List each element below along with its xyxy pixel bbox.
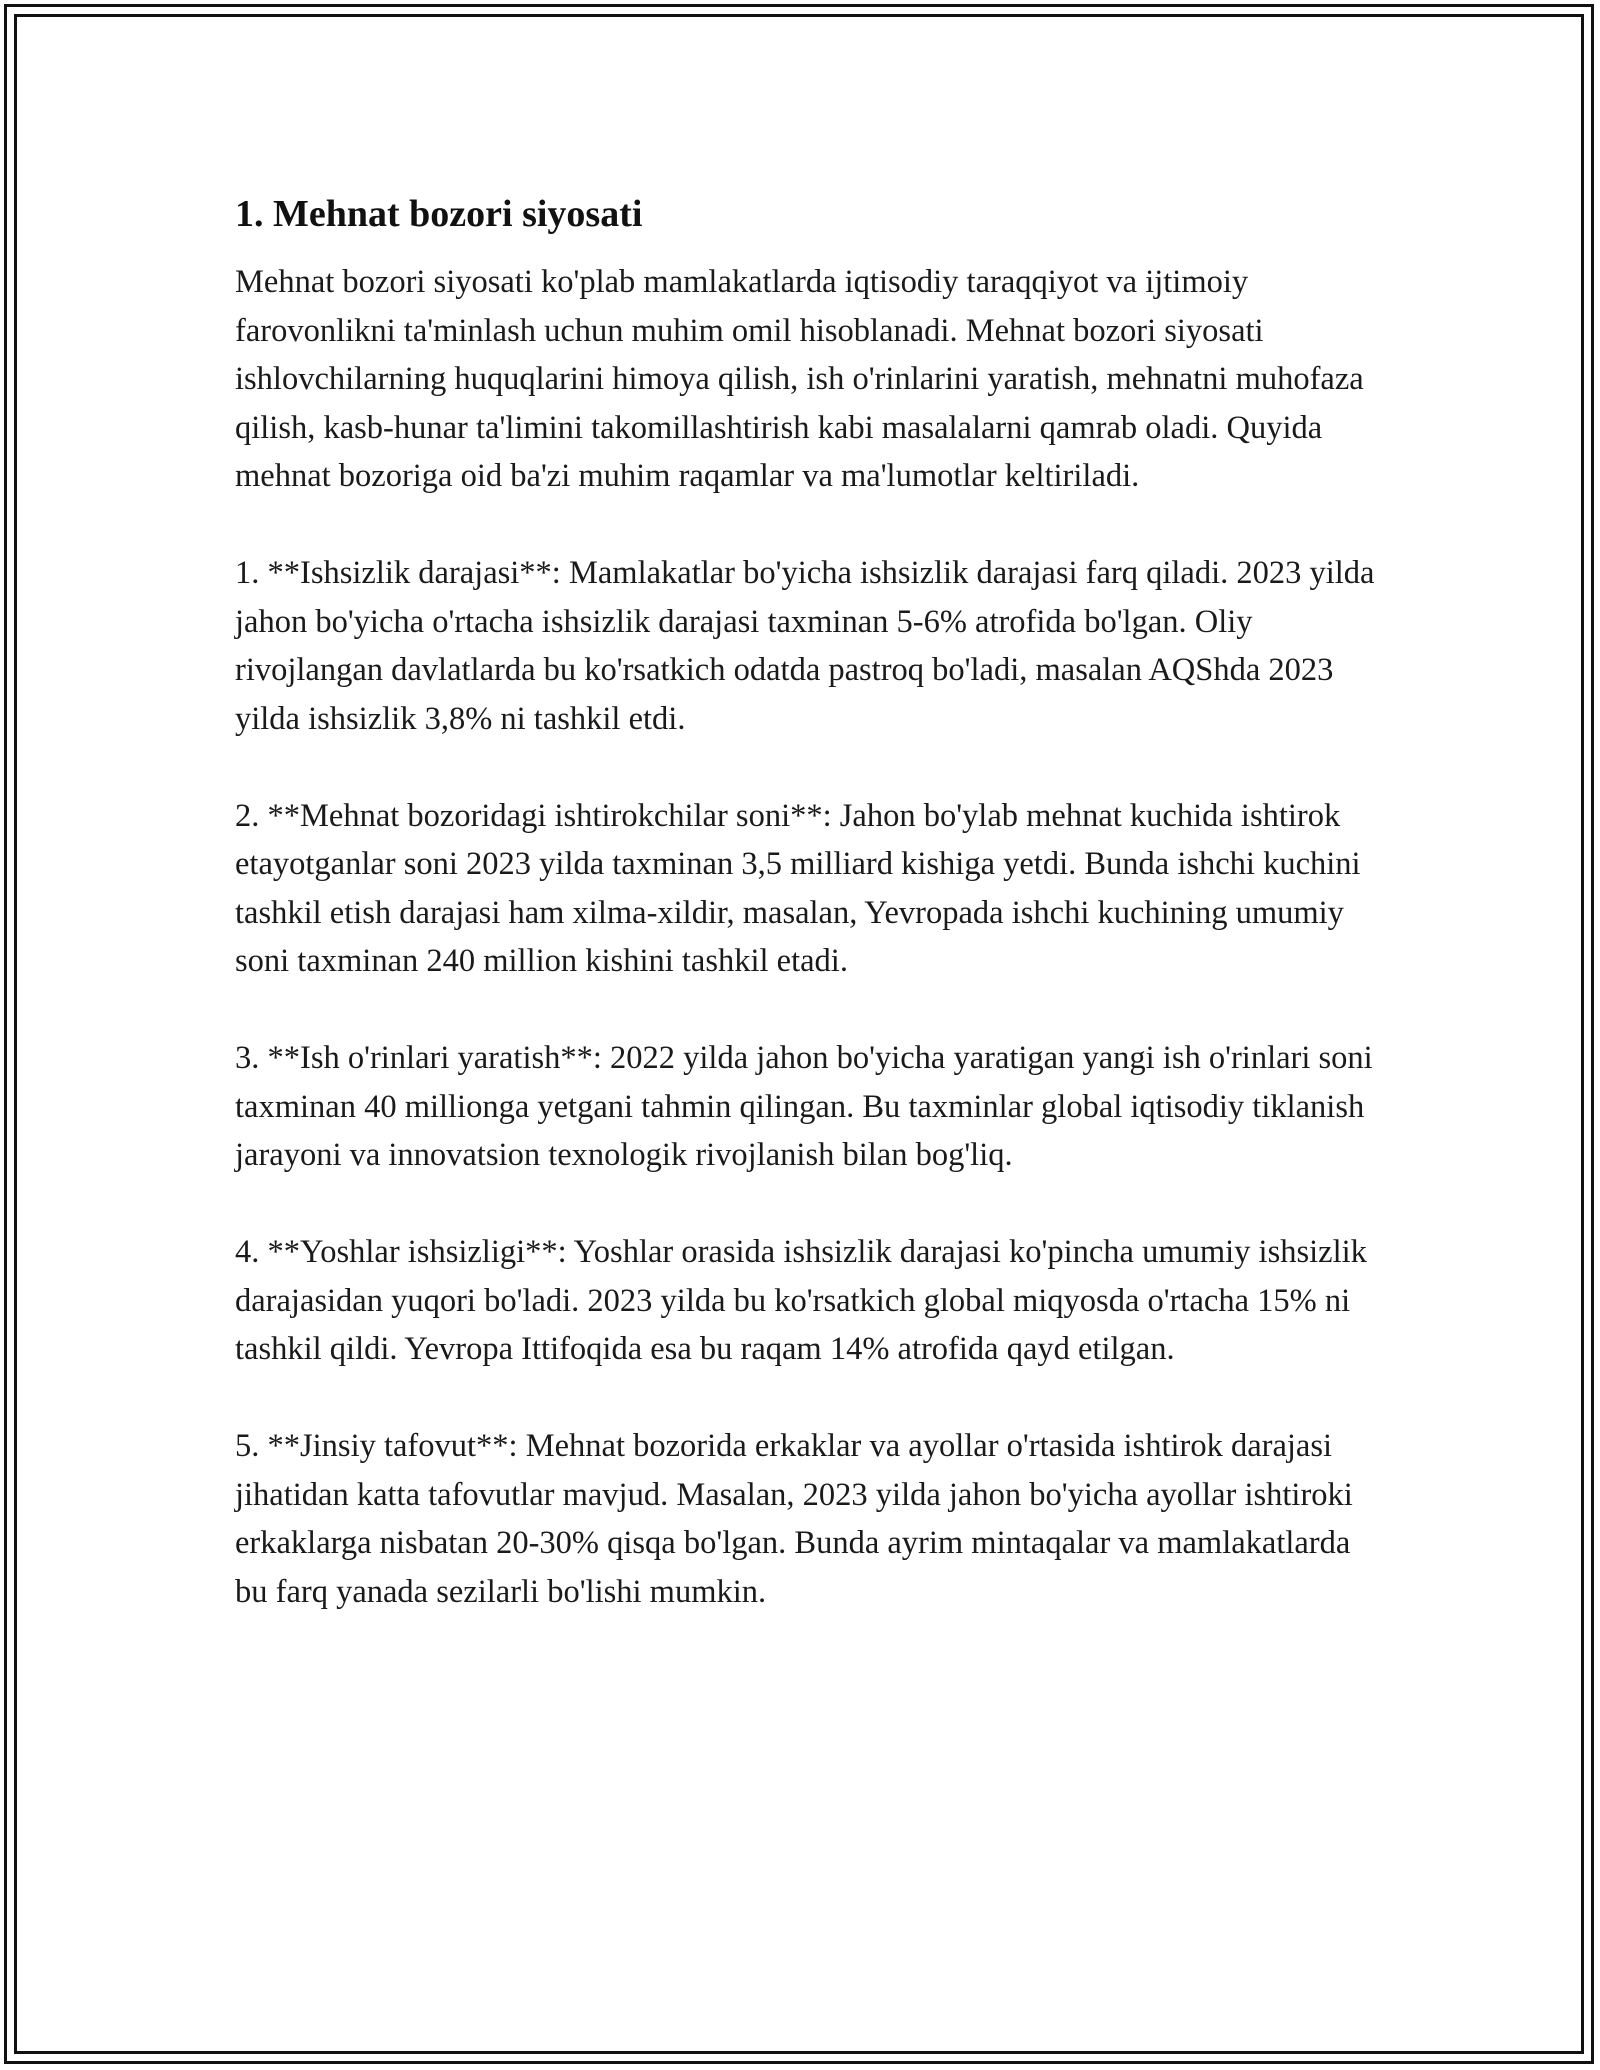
document-body bbox=[235, 190, 1375, 1665]
item-job-creation: 3. **Ish o'rinlari yaratish**: 2022 yilda jahon bo'yicha yaratigan yangi ish o'rinlari soni taxminan 40 millionga yetgani tahmin qilingan. Bu taxminlar global iqtisodiy tiklanish jarayoni va innovatsion texnologik rivojlanish bilan bog'liq. bbox=[235, 1040, 1373, 1173]
section-heading: 1. Mehnat bozori siyosati bbox=[235, 193, 643, 235]
item-gender-gap: 5. **Jinsiy tafovut**: Mehnat bozorida erkaklar va ayollar o'rtasida ishtirok darajasi jihatidan katta tafovutlar mavjud. Masalan, 2023 yilda jahon bo'yicha ayollar ishtiroki erkaklarga nisbatan 20-30% qisqa bo'lgan. Bunda ayrim mintaqalar va mamlakatlarda bu farq yanada sezilarli bo'lishi mumkin. bbox=[235, 1428, 1353, 1610]
item-unemployment-rate: 1. **Ishsizlik darajasi**: Mamlakatlar bo'yicha ishsizlik darajasi farq qiladi. 2023 yilda jahon bo'yicha o'rtacha ishsizlik darajasi taxminan 5-6% atrofida bo'lgan. Oliy rivojlangan davlatlarda bu ko'rsatkich odatda pastroq bo'ladi, masalan AQShda 2023 yilda ishsizlik 3,8% ni tashkil etdi. bbox=[235, 555, 1375, 737]
item-labor-participants: 2. **Mehnat bozoridagi ishtirokchilar soni**: Jahon bo'ylab mehnat kuchida ishtirok etayotganlar soni 2023 yilda taxminan 3,5 milliard kishiga yetdi. Bunda ishchi kuchini tashkil etish darajasi ham xilma-xildir, masalan, Yevropada ishchi kuchining umumiy soni taxminan 240 million kishini tashkil etadi. bbox=[235, 797, 1361, 979]
intro-paragraph: Mehnat bozori siyosati ko'plab mamlakatlarda iqtisodiy taraqqiyot va ijtimoiy farovonlikni ta'minlash uchun muhim omil hisoblanadi. Mehnat bozori siyosati ishlovchilarning huquqlarini himoya qilish, ish o'rinlarini yaratish, mehnatni muhofaza qilish, kasb-hunar ta'limini takomillashtirish kabi masalalarni qamrab oladi. Quyida mehnat bozoriga oid ba'zi muhim raqamlar va ma'lumotlar keltiriladi. bbox=[235, 264, 1364, 494]
item-youth-unemployment: 4. **Yoshlar ishsizligi**: Yoshlar orasida ishsizlik darajasi ko'pincha umumiy ishsizlik darajasidan yuqori bo'ladi. 2023 yilda bu ko'rsatkich global miqyosda o'rtacha 15% ni tashkil qildi. Yevropa Ittifoqida esa bu raqam 14% atrofida qayd etilgan. bbox=[235, 1234, 1367, 1367]
